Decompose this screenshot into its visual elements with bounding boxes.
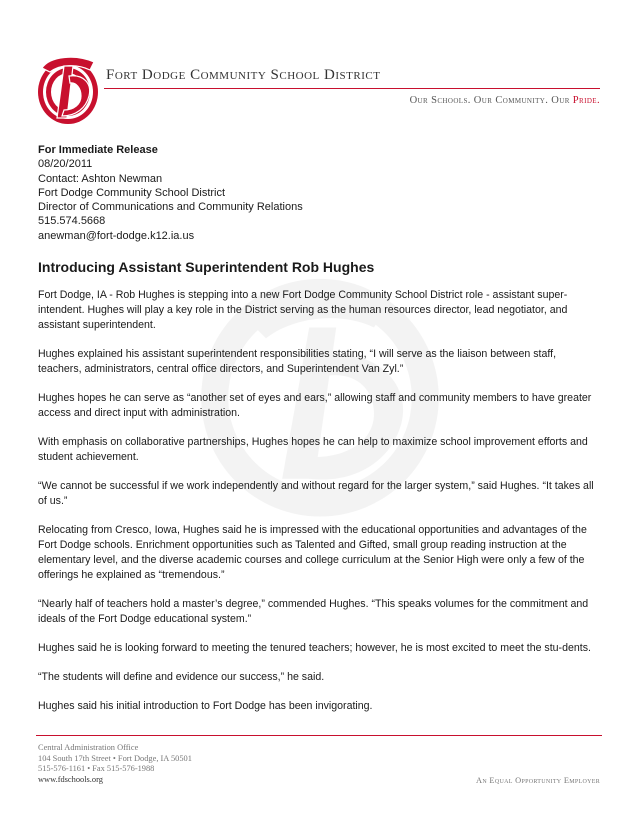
district-tagline bbox=[410, 95, 600, 106]
article-paragraph: “The students will define and evidence our success,” he said. bbox=[38, 671, 325, 683]
release-date: 08/20/2011 bbox=[38, 158, 93, 171]
fd-logo-icon bbox=[36, 52, 100, 126]
article-paragraph: “Nearly half of teachers hold a master’s degree,” commended Hughes. “This speaks volumes for the commitment and ideals of the Fort Dodge educational system.” bbox=[38, 598, 589, 625]
release-contact-block bbox=[38, 143, 303, 243]
release-heading: For Immediate Release bbox=[38, 144, 158, 156]
article-paragraph: Fort Dodge, IA - Rob Hughes is stepping into a new Fort Dodge Community School District role - assistant super-intendent. Hughes will play a key role in the District serving as the human resources director, lead negotiator, and assistant superintendent. bbox=[38, 289, 568, 331]
tagline-text: Our Schools. Our Community. Our bbox=[409, 95, 573, 106]
article-paragraph: “We cannot be successful if we work independently and without regard for the larger system,” said Hughes. “It takes all of us.” bbox=[38, 480, 594, 507]
release-email: anewman@fort-dodge.k12.ia.us bbox=[38, 229, 195, 242]
tagline-pride: Pride. bbox=[572, 95, 600, 106]
footer-website-link[interactable]: www.fdschools.org bbox=[38, 774, 103, 784]
article-paragraph: Hughes explained his assistant superintendent responsibilities stating, “I will serve as the liaison between staff, teachers, administrators, central office directors, and Superintendent Van Zyl.” bbox=[38, 348, 557, 375]
release-phone: 515.574.5668 bbox=[38, 215, 106, 228]
equal-opportunity-statement: An Equal Opportunity Employer bbox=[476, 776, 600, 785]
release-contact: Contact: Ashton Newman bbox=[38, 172, 163, 185]
footer-divider bbox=[36, 735, 602, 736]
article-paragraph: Relocating from Cresco, Iowa, Hughes said he is impressed with the educational opportunities and advantages of the Fort Dodge schools. Enrichment opportunities such as Talented and Gifted, small group reading instruction at the elementary level, and the diverse academic courses and college curriculum at the Senior High were only a few of the offerings he explained as “tremendous.” bbox=[38, 524, 587, 581]
article-paragraph: Hughes said he is looking forward to meeting the tenured teachers; however, he is most excited to meet the stu-dents. bbox=[38, 642, 591, 654]
article-body bbox=[38, 288, 594, 728]
footer-phone-fax: 515-576-1161 • Fax 515-576-1988 bbox=[38, 764, 155, 774]
footer-address-block bbox=[38, 743, 192, 785]
article-paragraph: Hughes hopes he can serve as “another set of eyes and ears,” allowing staff and community members to have greater access and direct input with administration. bbox=[38, 392, 592, 419]
district-name: Fort Dodge Community School District bbox=[106, 67, 381, 83]
release-organization: Fort Dodge Community School District bbox=[38, 186, 226, 199]
article-paragraph: Hughes said his initial introduction to Fort Dodge has been invigorating. bbox=[38, 700, 373, 712]
article-paragraph: With emphasis on collaborative partnerships, Hughes hopes he can help to maximize school improvement efforts and student achievement. bbox=[38, 436, 588, 463]
release-contact-title: Director of Communications and Community Relations bbox=[38, 201, 303, 214]
footer-address: 104 South 17th Street • Fort Dodge, IA 50501 bbox=[38, 753, 192, 763]
footer-office: Central Administration Office bbox=[38, 743, 139, 752]
header-divider bbox=[104, 88, 600, 89]
article-headline: Introducing Assistant Superintendent Rob Hughes bbox=[38, 259, 375, 275]
